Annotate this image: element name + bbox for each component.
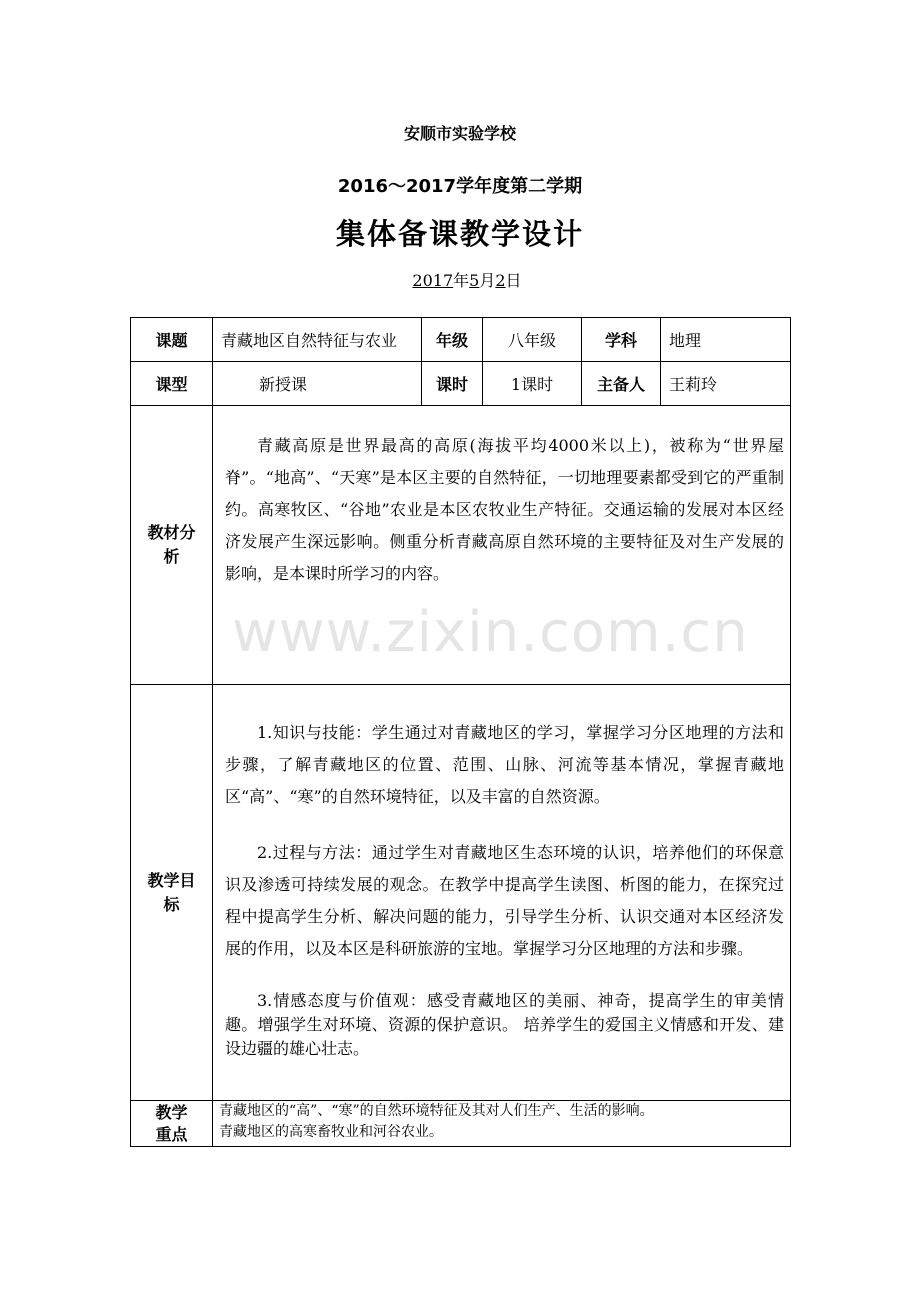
- objective-item-1: 1.知识与技能：学生通过对青藏地区的学习，掌握学习分区地理的方法和步骤，了解青藏地区的位置、范围、山脉、河流等基本情况，掌握青藏地区“高”、“寒”的自然环境特征，以及丰富的自然资源。: [225, 723, 784, 806]
- subject-label: 学科: [582, 318, 661, 362]
- lesson-plan-table: [130, 317, 791, 1147]
- lead-teacher-value: 王莉玲: [661, 362, 791, 406]
- objective-item-3: 3.情感态度与价值观：感受青藏地区的美丽、神奇，提高学生的审美情趣。增强学生对环境、资源的保护意识。 培养学生的爱国主义情感和开发、建设边疆的雄心壮志。: [225, 991, 784, 1058]
- lead-teacher-label: 主备人: [582, 362, 661, 406]
- document-title: 集体备课教学设计: [335, 217, 584, 251]
- objectives-content: [213, 685, 791, 1101]
- school-name: 安顺市实验学校: [403, 124, 516, 143]
- topic-value: 青藏地区自然特征与农业: [213, 318, 422, 362]
- objectives-row: [131, 685, 791, 1101]
- date-month-suffix: 月: [479, 271, 496, 290]
- info-row-2: [131, 362, 791, 406]
- date-day: 2: [495, 271, 506, 290]
- analysis-label-line1: 教材分: [147, 523, 196, 542]
- key-point-1: 青藏地区的“高”、“寒”的自然环境特征及其对人们生产、生活的影响。: [219, 1103, 654, 1119]
- date-year-suffix: 年: [453, 271, 470, 290]
- subject-value: 地理: [661, 318, 791, 362]
- term-heading: 2016～2017学年度第二学期: [337, 176, 583, 197]
- date-day-suffix: 日: [505, 271, 522, 290]
- analysis-text: 青藏高原是世界最高的高原(海拔平均4000米以上)，被称为“世界屋脊”。“地高”、“天寒”是本区主要的自然特征，一切地理要素都受到它的严重制约。高寒牧区、“谷地”农业是本区农牧业生产特征。交通运输的发展对本区经济发展产生深远影响。侧重分析青藏高原自然环境的主要特征及对生产发展的影响，是本课时所学习的内容。: [225, 436, 784, 583]
- watermark: www.zixin.com.cn: [232, 600, 749, 665]
- hours-label: 课时: [422, 362, 483, 406]
- hours-value: 1课时: [483, 362, 582, 406]
- key-points-row: [131, 1101, 791, 1147]
- key-points-label-line2: 重点: [155, 1124, 188, 1144]
- objective-item-2: 2.过程与方法：通过学生对青藏地区生态环境的认识，培养他们的环保意识及渗透可持续发展的观念。在教学中提高学生读图、析图的能力，在探究过程中提高学生分析、解决问题的能力，引导学生分析、认识交通对本区经济发展的作用，以及本区是科研旅游的宝地。掌握学习分区地理的方法和步骤。: [225, 843, 784, 958]
- grade-value: 八年级: [483, 318, 582, 362]
- type-value: 新授课: [213, 362, 422, 406]
- date-line: [0, 268, 920, 291]
- analysis-label-line2: 析: [163, 547, 180, 566]
- analysis-content: [213, 406, 791, 685]
- objectives-label: [131, 685, 213, 1101]
- topic-label: 课题: [131, 318, 213, 362]
- key-point-2: 青藏地区的高寒畜牧业和河谷农业。: [219, 1124, 443, 1140]
- key-points-label-line1: 教学: [155, 1102, 188, 1122]
- analysis-label: [131, 406, 213, 685]
- key-points-label: [131, 1101, 213, 1147]
- type-label: 课型: [131, 362, 213, 406]
- info-row-1: [131, 318, 791, 362]
- key-points-content: [213, 1101, 791, 1147]
- objectives-label-line2: 标: [163, 894, 180, 914]
- date-month: 5: [469, 271, 480, 290]
- analysis-row: [131, 406, 791, 685]
- date-year: 2017: [412, 271, 454, 290]
- grade-label: 年级: [422, 318, 483, 362]
- objectives-label-line1: 教学目: [147, 870, 196, 890]
